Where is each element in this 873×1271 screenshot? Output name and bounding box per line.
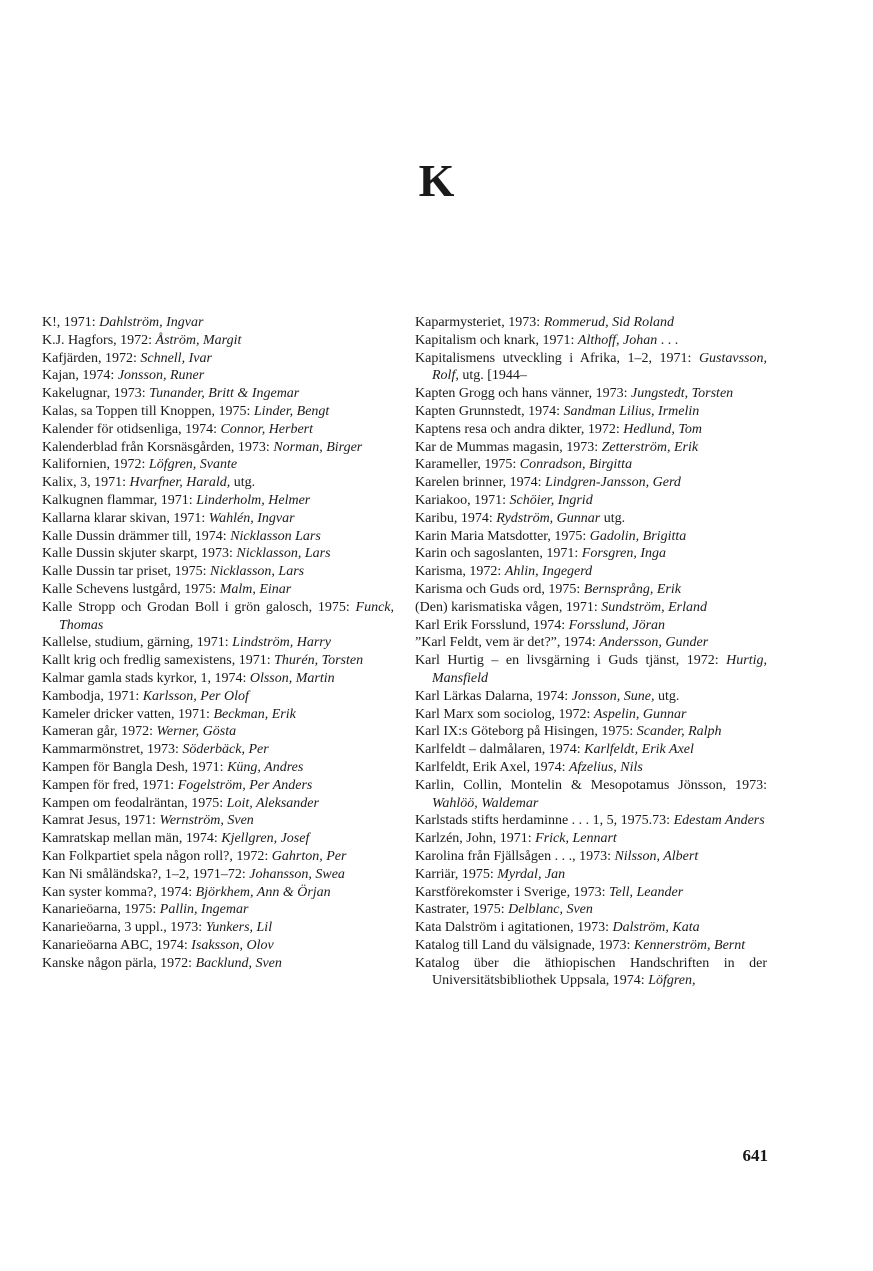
entry-author: Norman, Birger (273, 439, 363, 455)
entry-title: Kampen om feodalräntan, 1975: (42, 795, 227, 811)
index-entry (42, 777, 394, 795)
entry-title: Karelen brinner, 1974: (415, 475, 546, 491)
index-entry (42, 830, 394, 848)
index-entry (415, 688, 767, 706)
entry-title: Kastrater, 1975: (415, 902, 509, 918)
entry-title: Kalle Dussin skjuter skarpt, 1973: (42, 546, 237, 562)
entry-title: Kameran går, 1972: (42, 724, 157, 740)
entry-author: Yunkers, Lil (205, 920, 273, 936)
entry-author: Andersson, Gunder (599, 635, 709, 651)
entry-author: Olsson, Martin (249, 670, 335, 686)
index-entry (42, 795, 394, 813)
entry-author: Frick, Lennart (535, 831, 617, 847)
index-entry (415, 350, 767, 386)
index-entry (42, 812, 394, 830)
index-entry (415, 314, 767, 332)
entry-author: Karlsson, Per Olof (142, 688, 249, 704)
entry-author: Funck, Thomas (59, 599, 394, 633)
entry-title: Kar de Mummas magasin, 1973: (415, 439, 602, 455)
entry-author: Sundström, Erland (601, 599, 708, 615)
entry-title: Kamrat Jesus, 1971: (42, 813, 160, 829)
index-entry (415, 652, 767, 688)
entry-author: Bernsprång, Erik (583, 581, 681, 597)
entry-author: Malm, Einar (219, 581, 292, 597)
entry-title: K.J. Hagfors, 1972: (42, 332, 156, 348)
entry-author: Hvarfner, Harald, (129, 475, 231, 491)
entry-title: ”Karl Feldt, vem är det?”, 1974: (415, 635, 600, 651)
index-entry (42, 350, 394, 368)
index-entry (42, 759, 394, 777)
entry-author: Werner, Gösta (156, 724, 237, 740)
index-entry (415, 528, 767, 546)
entry-title: Karl Marx som sociolog, 1972: (415, 706, 594, 722)
entry-author: Thurén, Torsten (274, 653, 364, 669)
entry-title: Kapten Grunnstedt, 1974: (415, 403, 564, 419)
index-entry (42, 848, 394, 866)
entry-title: Kameler dricker vatten, 1971: (42, 706, 214, 722)
entry-title: Kalkugnen flammar, 1971: (42, 492, 197, 508)
entry-title: Karlfeldt, Erik Axel, 1974: (415, 759, 569, 775)
entry-title: Karin och sagoslanten, 1971: (415, 546, 582, 562)
entry-author: Forsslund, Jöran (568, 617, 666, 633)
index-entry (42, 955, 394, 973)
entry-title: Karl Lärkas Dalarna, 1974: (415, 688, 572, 704)
entry-title: Karolina från Fjällsågen . . ., 1973: (415, 848, 615, 864)
index-entry (415, 777, 767, 813)
entry-author: Kjellgren, Josef (221, 831, 310, 847)
entry-author: Tunander, Britt & Ingemar (149, 386, 300, 402)
entry-author: Conradson, Birgitta (519, 457, 633, 473)
index-entry (42, 474, 394, 492)
entry-title: Kaparmysteriet, 1973: (415, 315, 544, 330)
left-column (42, 314, 394, 972)
index-entry (415, 581, 767, 599)
index-entry (415, 474, 767, 492)
index-entry (42, 884, 394, 902)
entry-title: Karlzén, John, 1971: (415, 831, 536, 847)
index-entry (42, 528, 394, 546)
index-entry (42, 563, 394, 581)
entry-title: Kaptens resa och andra dikter, 1972: (415, 421, 624, 437)
index-entry (42, 581, 394, 599)
entry-author: Wahlöö, Waldemar (432, 795, 539, 811)
entry-suffix: . . . (657, 332, 679, 348)
entry-author: Tell, Leander (609, 884, 684, 900)
entry-title: Karstförekomster i Sverige, 1973: (415, 884, 610, 900)
entry-title: Karlstads stifts herdaminne . . . 1, 5, 1975.73: (415, 813, 674, 829)
entry-title: Katalog über die äthiopischen Handschriften in der Universitätsbibliothek Uppsala, 1974: (415, 955, 767, 989)
index-entry (42, 439, 394, 457)
entry-author: Nicklasson, Lars (236, 546, 331, 562)
entry-author: Aspelin, Gunnar (593, 706, 687, 722)
entry-title: Kamratskap mellan män, 1974: (42, 831, 222, 847)
entry-title: Kanarieöarna ABC, 1974: (42, 937, 192, 953)
index-entry (42, 492, 394, 510)
right-column (415, 314, 767, 990)
index-entry (415, 617, 767, 635)
index-entry (415, 563, 767, 581)
index-entry (42, 723, 394, 741)
entry-title: Karisma och Guds ord, 1975: (415, 581, 584, 597)
entry-author: Söderbäck, Per (182, 742, 269, 758)
index-entry (415, 919, 767, 937)
entry-title: Kampen för Bangla Desh, 1971: (42, 759, 228, 775)
entry-title: Kalenderblad från Korsnäsgården, 1973: (42, 439, 274, 455)
index-entry (415, 741, 767, 759)
entry-title: Kanarieöarna, 3 uppl., 1973: (42, 920, 206, 936)
entry-author: Löfgren, Svante (148, 457, 238, 473)
entry-author: Schöier, Ingrid (509, 492, 593, 508)
index-entry (42, 919, 394, 937)
index-entry (42, 670, 394, 688)
entry-title: Kapitalism och knark, 1971: (415, 332, 578, 348)
entry-suffix: utg. (230, 475, 256, 491)
entry-author: Gadolin, Brigitta (589, 528, 687, 544)
entry-author: Afzelius, Nils (568, 759, 643, 775)
index-entry (42, 741, 394, 759)
entry-author: Hedlund, Tom (623, 421, 703, 437)
entry-author: Isaksson, Olov (191, 937, 274, 953)
entry-title: Kan Folkpartiet spela någon roll?, 1972: (42, 848, 272, 864)
index-entry (415, 812, 767, 830)
index-entry (415, 955, 767, 991)
entry-title: Kallt krig och fredlig samexistens, 1971: (42, 653, 275, 669)
entry-author: Dahlström, Ingvar (99, 315, 204, 330)
entry-title: Kan Ni småländska?, 1–2, 1971–72: (42, 866, 250, 882)
entry-title: Kalas, sa Toppen till Knoppen, 1975: (42, 403, 254, 419)
entry-title: Kallelse, studium, gärning, 1971: (42, 635, 233, 651)
entry-author: Linderholm, Helmer (196, 492, 311, 508)
entry-author: Hurtig, Mansfield (432, 653, 767, 686)
index-entry (415, 456, 767, 474)
index-entry (415, 439, 767, 457)
entry-title: Kalifornien, 1972: (42, 457, 149, 473)
index-entry (415, 848, 767, 866)
entry-title: Karisma, 1972: (415, 564, 505, 580)
entry-title: Karibu, 1974: (415, 510, 497, 526)
entry-author: Lindgren-Jansson, Gerd (545, 475, 681, 491)
entry-title: Kanarieöarna, 1975: (42, 902, 160, 918)
entry-author: Sandman Lilius, Irmelin (563, 403, 700, 419)
entry-suffix: utg. (600, 510, 626, 526)
entry-author: Loit, Aleksander (226, 795, 319, 811)
entry-author: Dalström, Kata (612, 920, 700, 936)
entry-title: Kanske någon pärla, 1972: (42, 955, 196, 971)
index-entry (42, 866, 394, 884)
entry-title: Karl Hurtig – en livsgärning i Guds tjänst, 1972: (415, 653, 727, 669)
index-entry (42, 688, 394, 706)
entry-author: Åström, Margit (155, 332, 242, 348)
entry-title: Karl IX:s Göteborg på Hisingen, 1975: (415, 724, 637, 740)
index-entry (42, 314, 394, 332)
page-number: 641 (742, 1146, 768, 1165)
entry-author: Zetterström, Erik (601, 439, 699, 455)
entry-title: Kalix, 3, 1971: (42, 475, 130, 491)
index-entry (415, 937, 767, 955)
entry-author: Linder, Bengt (253, 403, 330, 419)
entry-title: Kammarmönstret, 1973: (42, 742, 183, 758)
entry-suffix: utg. [1944– (458, 368, 527, 384)
entry-title: K!, 1971: (42, 315, 100, 330)
index-entry (42, 421, 394, 439)
entry-author: Nilsson, Albert (614, 848, 699, 864)
entry-title: Kalle Schevens lustgård, 1975: (42, 581, 220, 597)
entry-title: Kambodja, 1971: (42, 688, 143, 704)
index-entry (415, 421, 767, 439)
entry-title: Kan syster komma?, 1974: (42, 884, 196, 900)
index-entry (42, 937, 394, 955)
index-entry (42, 901, 394, 919)
entry-author: Löfgren, (648, 973, 696, 989)
entry-author: Backlund, Sven (195, 955, 282, 971)
entry-title: Kapten Grogg och hans vänner, 1973: (415, 386, 631, 402)
entry-title: Kata Dalström i agitationen, 1973: (415, 920, 613, 936)
entry-author: Gustavsson, Rolf, (432, 350, 767, 384)
entry-title: (Den) karismatiska vågen, 1971: (415, 599, 602, 615)
index-entry (42, 634, 394, 652)
index-entry (415, 901, 767, 919)
entry-author: Wahlén, Ingvar (208, 510, 295, 526)
entry-title: Kapitalismens utveckling i Afrika, 1–2, 1971: (415, 350, 699, 366)
index-entry (415, 759, 767, 777)
entry-author: Jonsson, Sune, (571, 688, 655, 704)
index-entry (415, 403, 767, 421)
entry-title: Katalog till Land du välsignade, 1973: (415, 937, 634, 953)
index-entry (415, 706, 767, 724)
entry-title: Karameller, 1975: (415, 457, 520, 473)
entry-author: Björkhem, Ann & Örjan (195, 884, 331, 900)
entry-title: Kalmar gamla stads kyrkor, 1, 1974: (42, 670, 250, 686)
entry-author: Althoff, Johan (577, 332, 658, 348)
index-entry (42, 456, 394, 474)
entry-author: Küng, Andres (227, 759, 304, 775)
entry-title: Kallarna klarar skivan, 1971: (42, 510, 209, 526)
index-entry (415, 545, 767, 563)
entry-title: Karlin, Collin, Montelin & Mesopotamus Jönsson, 1973: (415, 777, 767, 793)
entry-title: Karlfeldt – dalmålaren, 1974: (415, 742, 585, 758)
index-entry (415, 332, 767, 350)
entry-author: Fogelström, Per Anders (177, 777, 313, 793)
entry-author: Kennerström, Bernt (633, 937, 746, 953)
entry-title: Kampen för fred, 1971: (42, 777, 178, 793)
entry-title: Karin Maria Matsdotter, 1975: (415, 528, 590, 544)
entry-suffix: utg. (654, 688, 680, 704)
entry-author: Johansson, Swea (249, 866, 345, 882)
entry-author: Beckman, Erik (213, 706, 296, 722)
entry-author: Karlfeldt, Erik Axel (584, 742, 694, 758)
entry-title: Kalle Dussin tar priset, 1975: (42, 564, 210, 580)
index-entry (42, 367, 394, 385)
entry-author: Jungstedt, Torsten (631, 386, 734, 402)
index-entry (42, 385, 394, 403)
index-entry (415, 492, 767, 510)
entry-author: Nicklasson, Lars (209, 564, 305, 580)
entry-author: Ahlin, Ingegerd (504, 564, 593, 580)
index-entry (415, 634, 767, 652)
index-entry (415, 866, 767, 884)
entry-author: Wernström, Sven (159, 813, 254, 829)
index-entry (42, 599, 394, 635)
entry-author: Delblanc, Sven (508, 902, 593, 918)
entry-author: Rydström, Gunnar (496, 510, 601, 526)
index-entry (42, 510, 394, 528)
entry-author: Lindström, Harry (232, 635, 331, 651)
entry-title: Kalender för otidsenliga, 1974: (42, 421, 221, 437)
entry-author: Jonsson, Runer (117, 368, 205, 384)
entry-author: Forsgren, Inga (581, 546, 667, 562)
index-entry (42, 706, 394, 724)
entry-author: Connor, Herbert (220, 421, 314, 437)
entry-author: Gahrton, Per (271, 848, 347, 864)
entry-author: Rommerud, Sid Roland (543, 315, 674, 330)
section-letter: K (418, 155, 455, 206)
entry-title: Kalle Stropp och Grodan Boll i grön galosch, 1975: (42, 599, 356, 615)
entry-author: Pallin, Ingemar (159, 902, 249, 918)
entry-author: Scander, Ralph (636, 724, 722, 740)
entry-author: Schnell, Ivar (140, 350, 212, 366)
index-entry (42, 545, 394, 563)
entry-title: Kariakoo, 1971: (415, 492, 510, 508)
index-entry (415, 830, 767, 848)
index-entry (415, 599, 767, 617)
index-entry (415, 723, 767, 741)
entry-author: Nicklasson Lars (230, 528, 321, 544)
index-entry (42, 332, 394, 350)
entry-author: Edestam Anders (673, 813, 765, 829)
entry-title: Kajan, 1974: (42, 368, 118, 384)
entry-title: Kafjärden, 1972: (42, 350, 141, 366)
entry-title: Karriär, 1975: (415, 866, 498, 882)
index-entry (415, 510, 767, 528)
index-entry (42, 652, 394, 670)
index-entry (42, 403, 394, 421)
index-entry (415, 884, 767, 902)
index-entry (415, 385, 767, 403)
entry-title: Karl Erik Forsslund, 1974: (415, 617, 569, 633)
entry-author: Myrdal, Jan (497, 866, 566, 882)
entry-title: Kakelugnar, 1973: (42, 386, 150, 402)
entry-title: Kalle Dussin drämmer till, 1974: (42, 528, 231, 544)
